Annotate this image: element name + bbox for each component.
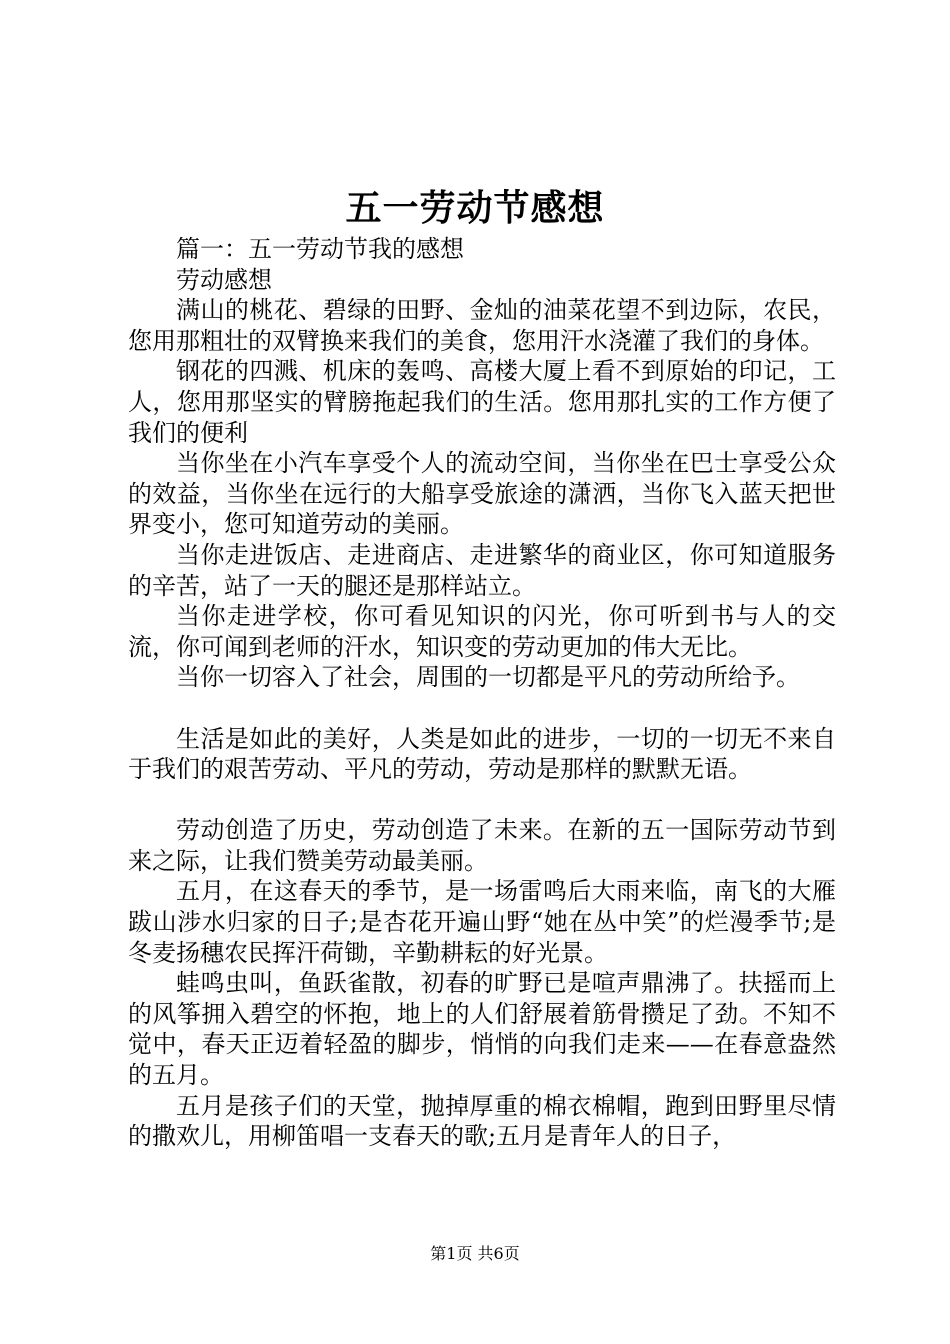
paragraph: 篇一：五一劳动节我的感想 (176, 235, 464, 263)
paragraph: 当你坐在小汽车享受个人的流动空间，当你坐在巴士享受公众的效益，当你坐在远行的大船享受旅途的潇洒，当你飞入蓝天把世界变小，您可知道劳动的美丽。 (128, 449, 836, 539)
paragraph: 五月是孩子们的天堂，抛掉厚重的棉衣棉帽，跑到田野里尽情的撒欢儿，用柳笛唱一支春天的歌;五月是青年人的日子， (128, 1091, 836, 1151)
document-body (128, 234, 836, 1152)
paragraph: 钢花的四溅、机床的轰鸣、高楼大厦上看不到原始的印记，工人，您用那坚实的臂膀拖起我们的生活。您用那扎实的工作方便了我们的便利 (128, 357, 836, 447)
page-footer: 第1页 共6页 (430, 1244, 520, 1263)
paragraph: 当你一切容入了社会，周围的一切都是平凡的劳动所给予。 (176, 663, 800, 692)
paragraph: 劳动创造了历史，劳动创造了未来。在新的五一国际劳动节到来之际，让我们赞美劳动最美丽。 (128, 816, 836, 875)
paragraph: 劳动感想 (176, 265, 272, 294)
paragraph: 蛙鸣虫叫，鱼跃雀散，初春的旷野已是喧声鼎沸了。扶摇而上的风筝拥入碧空的怀抱，地上的人们舒展着筋骨攒足了劲。不知不觉中，春天正迈着轻盈的脚步，悄悄的向我们走来——在春意盎然的五月。 (128, 969, 836, 1090)
paragraph: 五月，在这春天的季节，是一场雷鸣后大雨来临，南飞的大雁跋山涉水归家的日子;是杏花开遍山野“她在丛中笑”的烂漫季节;是冬麦扬穗农民挥汗荷锄，辛勤耕耘的好光景。 (128, 877, 836, 967)
paragraph: 生活是如此的美好，人类是如此的进步，一切的一切无不来自于我们的艰苦劳动、平凡的劳动，劳动是那样的默默无语。 (128, 724, 836, 784)
paragraph: 当你走进饭店、走进商店、走进繁华的商业区，你可知道服务的辛苦，站了一天的腿还是那样站立。 (128, 540, 836, 600)
paragraph: 当你走进学校，你可看见知识的闪光，你可听到书与人的交流，你可闻到老师的汗水，知识变的劳动更加的伟大无比。 (128, 602, 836, 661)
paragraph: 满山的桃花、碧绿的田野、金灿的油菜花望不到边际，农民，您用那粗壮的双臂换来我们的美食，您用汗水浇灌了我们的身体。 (128, 296, 836, 355)
document-title: 五一劳动节感想 (345, 187, 605, 229)
